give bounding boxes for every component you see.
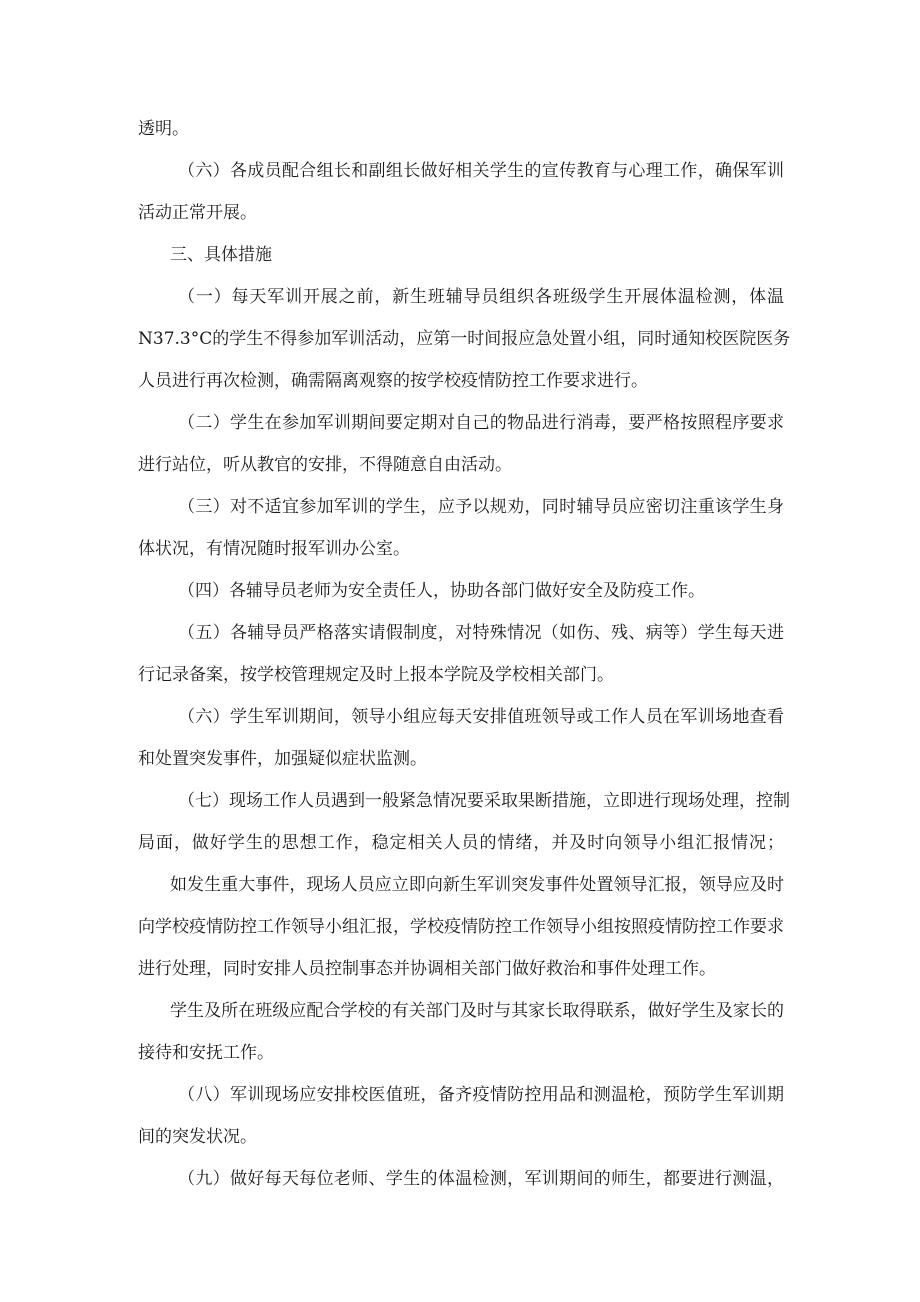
text-line-8: （二）学生在参加军训期间要定期对自己的物品进行消毒，要严格按照程序要求 xyxy=(178,413,784,433)
text-line-2: （六）各成员配合组长和副组长做好相关学生的宣传教育与心理工作，确保军训 xyxy=(178,161,784,181)
section-heading: 三、具体措施 xyxy=(170,245,272,265)
text-line-15: （六）学生军训期间，领导小组应每天安排值班领导或工作人员在军训场地查看 xyxy=(178,707,784,727)
text-line-9: 进行站位，听从教官的安排，不得随意自由活动。 xyxy=(138,455,512,475)
text-line-1: 透明。 xyxy=(138,119,189,139)
text-line-17: （七）现场工作人员遇到一般紧急情况要采取果断措施，立即进行现场处理，控制 xyxy=(178,791,790,811)
text-line-7: 人员进行再次检测，确需隔离观察的按学校疫情防控工作要求进行。 xyxy=(138,371,648,391)
text-line-12: （四）各辅导员老师为安全责任人，协助各部门做好安全及防疫工作。 xyxy=(178,581,705,601)
text-line-19: 如发生重大事件，现场人员应立即向新生军训突发事件处置领导汇报，领导应及时 xyxy=(170,875,784,895)
text-line-21: 进行处理，同时安排人员控制事态并协调相关部门做好救治和事件处理工作。 xyxy=(138,959,716,979)
text-line-13: （五）各辅导员严格落实请假制度，对特殊情况（如伤、残、病等）学生每天进 xyxy=(178,623,784,643)
text-line-3: 活动正常开展。 xyxy=(138,203,257,223)
text-line-16: 和处置突发事件，加强疑似症状监测。 xyxy=(138,749,427,769)
text-line-25: 间的突发状况。 xyxy=(138,1127,257,1147)
text-line-5: （一）每天军训开展之前，新生班辅导员组织各班级学生开展体温检测，体温 xyxy=(178,287,784,307)
text-line-20: 向学校疫情防控工作领导小组汇报，学校疫情防控工作领导小组按照疫情防控工作要求 xyxy=(138,917,784,937)
text-line-6: N37.3°C的学生不得参加军训活动，应第一时间报应急处置小组，同时通知校医院医务 xyxy=(138,329,791,349)
text-line-18: 局面，做好学生的思想工作，稳定相关人员的情绪，并及时向领导小组汇报情况； xyxy=(138,833,784,853)
text-line-24: （八）军训现场应安排校医值班，备齐疫情防控用品和测温枪，预防学生军训期 xyxy=(178,1085,784,1105)
text-line-10: （三）对不适宜参加军训的学生，应予以规劝，同时辅导员应密切注重该学生身 xyxy=(178,497,784,517)
text-line-14: 行记录备案，按学校管理规定及时上报本学院及学校相关部门。 xyxy=(138,665,614,685)
text-line-26: （九）做好每天每位老师、学生的体温检测，军训期间的师生，都要进行测温， xyxy=(178,1169,784,1189)
text-line-23: 接待和安抚工作。 xyxy=(138,1043,274,1063)
text-line-11: 体状况，有情况随时报军训办公室。 xyxy=(138,539,410,559)
text-line-22: 学生及所在班级应配合学校的有关部门及时与其家长取得联系，做好学生及家长的 xyxy=(170,1001,784,1021)
